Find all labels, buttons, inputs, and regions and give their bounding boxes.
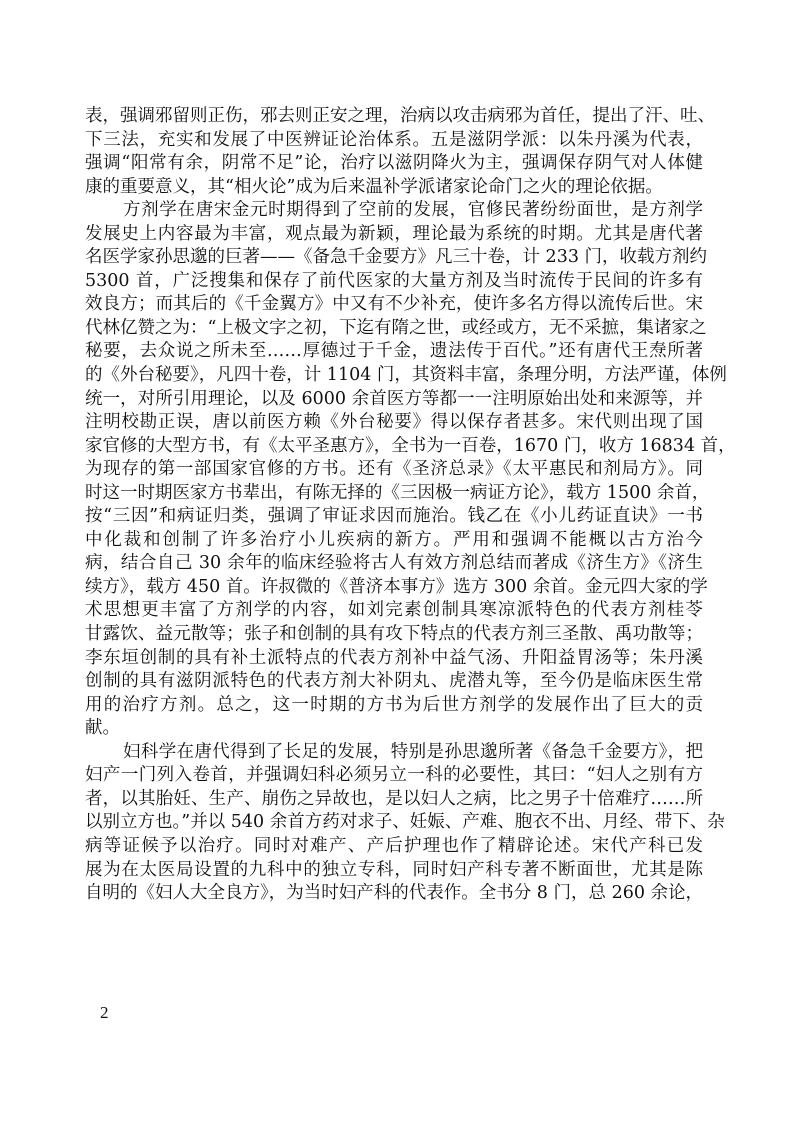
text-line: 注明校勘正误，唐以前医方赖《外台秘要》得以保存者甚多。宋代则出现了国: [85, 412, 703, 433]
text-line: 术思想更丰富了方剂学的内容，如刘完素创制具寒凉派特色的代表方剂桂苓: [85, 600, 703, 621]
text-line: 甘露饮、益元散等；张子和创制的具有攻下特点的代表方剂三圣散、禹功散等；: [85, 624, 703, 645]
text-line: 妇科学在唐代得到了长足的发展，特别是孙思邈所著《备急千金要方》，把: [123, 741, 703, 762]
text-line: 展为在太医局设置的九科中的独立专科，同时妇产科专著不断面世，尤其是陈: [85, 859, 703, 880]
text-line: 以别立方也。”并以 540 余首方药对求子、妊娠、产难、胞衣不出、月经、带下、杂: [85, 812, 725, 833]
text-line: 病，结合自己 30 余年的临床经验将古人有效方剂总结而著成《济生方》《济生: [85, 553, 703, 574]
text-line: 自明的《妇人大全良方》，为当时妇产科的代表作。全书分 8 门，总 260 余论，: [85, 883, 704, 904]
text-line: 创制的具有滋阴派特色的代表方剂大补阴丸、虎潜丸等，至今仍是临床医生常: [85, 671, 703, 692]
text-line: 用的治疗方剂。总之，这一时期的方书为后世方剂学的发展作出了巨大的贡: [85, 694, 703, 715]
text-line: 续方》，载方 450 首。许叔微的《普济本事方》选方 300 余首。金元四大家的学: [85, 576, 708, 597]
text-line: 名医学家孙思邈的巨著——《备急千金要方》凡三十卷，计 233 门，收载方剂约: [85, 247, 708, 268]
text-line: 表，强调邪留则正伤，邪去则正安之理，治病以攻击病邪为首任，提出了汗、吐、: [85, 106, 715, 126]
page-number: 2: [100, 1003, 109, 1022]
text-line: 发展史上内容最为丰富，观点最为新颖，理论最为系统的时期。尤其是唐代著: [85, 223, 703, 244]
text-line: 病等证候予以治疗。同时对难产、产后护理也作了精辟论述。宋代产科已发: [85, 835, 703, 856]
paragraph-2: [85, 199, 736, 741]
text-line: 康的重要意义，其“相火论”成为后来温补学派诸家论命门之火的理论依据。: [85, 176, 663, 197]
text-line: 代林亿赞之为：“上极文字之初，下迄有隋之世，或经或方，无不采摭，集诸家之: [85, 317, 707, 338]
text-line: 李东垣创制的具有补土派特点的代表方剂补中益气汤、升阳益胃汤等；朱丹溪: [85, 647, 703, 668]
text-line: 方剂学在唐宋金元时期得到了空前的发展，官修民著纷纷面世，是方剂学: [123, 200, 703, 221]
text-line: 秘要，去众说之所未至……厚德过于千金，遗法传于百代。”还有唐代王焘所著: [85, 341, 703, 362]
text-line: 5300 首，广泛搜集和保存了前代医家的大量方剂及当时流传于民间的许多有: [85, 270, 703, 291]
paragraph-1: [85, 105, 715, 199]
text-line: 妇产一门列入卷首，并强调妇科必须另立一科的必要性，其曰：“妇人之别有方: [85, 765, 703, 786]
text-line: 家官修的大型方书，有《太平圣惠方》，全书为一百卷，1670 门，收方 16834 首，: [85, 435, 736, 456]
text-line: 中化裁和创制了许多治疗小儿疾病的新方。严用和强调不能概以古方治今: [85, 529, 703, 550]
text-line: 为现存的第一部国家官修的方书。还有《圣济总录》《太平惠民和剂局方》。同: [85, 459, 703, 480]
text-line: 按“三因”和病证归类，强调了审证求因而施治。钱乙在《小儿药证直诀》一书: [85, 506, 703, 527]
text-line: 效良方；而其后的《千金翼方》中又有不少补充，使许多名方得以流传后世。宋: [85, 294, 703, 315]
text-line: 时这一时期医家方书辈出，有陈无择的《三因极一病证方论》，载方 1500 余首，: [85, 482, 710, 503]
paragraph-3: [85, 741, 725, 906]
text-line: 的《外台秘要》，凡四十卷，计 1104 门，其资料丰富，条理分明，方法严谨，体例: [85, 365, 727, 386]
text-line: 献。: [85, 718, 120, 739]
text-line: 统一，对所引用理论，以及 6000 余首医方等都一一注明原始出处和来源等，并: [85, 388, 703, 409]
text-line: 强调“阳常有余，阴常不足”论，治疗以滋阴降火为主，强调保存阴气对人体健: [85, 153, 703, 174]
body-text: [85, 105, 736, 906]
text-line: 下三法，充实和发展了中医辨证论治体系。五是滋阴学派：以朱丹溪为代表，: [85, 129, 703, 150]
text-line: 者，以其胎妊、生产、崩伤之异故也，是以妇人之病，比之男子十倍难疗……所: [85, 788, 703, 809]
